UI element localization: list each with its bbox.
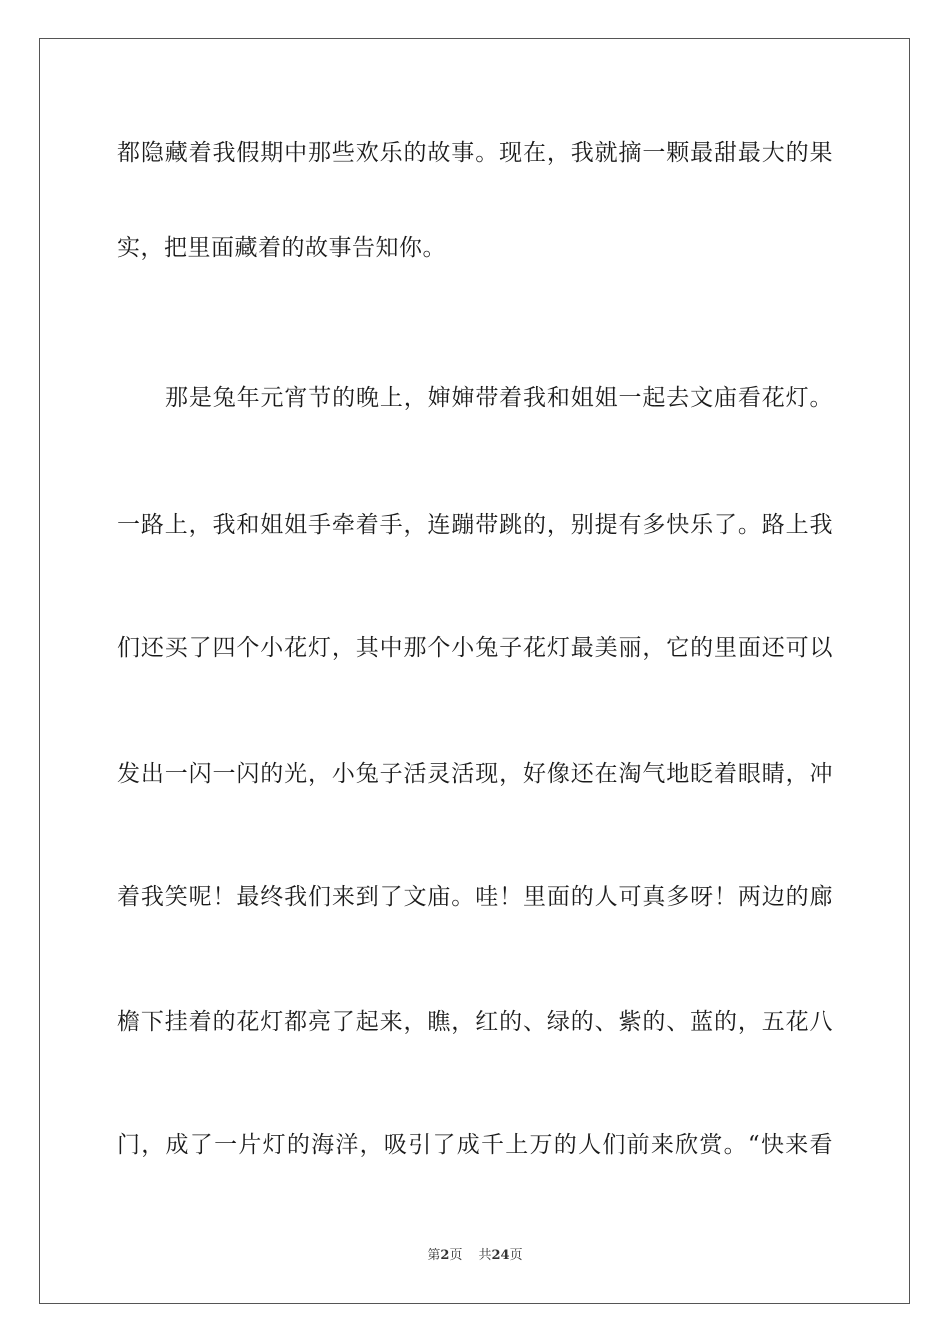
text-line-8: 檐下挂着的花灯都亮了起来，瞧，红的、绿的、紫的、蓝的，五花八 [117, 1009, 833, 1035]
page-footer [0, 1246, 950, 1266]
text-line-7: 着我笑呢！最终我们来到了文庙。哇！里面的人可真多呀！两边的廊 [117, 884, 833, 910]
total-label-suffix: 页 [509, 1248, 523, 1263]
text-line-6: 发出一闪一闪的光，小兔子活灵活现，好像还在淘气地眨着眼睛，冲 [117, 761, 833, 787]
text-line-5: 们还买了四个小花灯，其中那个小兔子花灯最美丽，它的里面还可以 [117, 635, 833, 661]
page-label-prefix: 第 [427, 1248, 441, 1263]
text-line-4: 一路上，我和姐姐手牵着手，连蹦带跳的，别提有多快乐了。路上我 [117, 512, 833, 538]
page-number: 2 [440, 1248, 450, 1263]
text-line-9: 门，成了一片灯的海洋，吸引了成千上万的人们前来欣赏。“快来看 [117, 1132, 833, 1158]
total-pages: 24 [491, 1248, 510, 1263]
total-label-prefix: 共 [478, 1248, 492, 1263]
text-line-1: 都隐藏着我假期中那些欢乐的故事。现在，我就摘一颗最甜最大的果 [117, 140, 833, 166]
text-line-3: 那是兔年元宵节的晚上，婶婶带着我和姐姐一起去文庙看花灯。 [165, 385, 833, 411]
page-label-suffix: 页 [449, 1248, 463, 1263]
page-border [39, 38, 910, 1304]
text-line-2: 实，把里面藏着的故事告知你。 [117, 235, 446, 261]
